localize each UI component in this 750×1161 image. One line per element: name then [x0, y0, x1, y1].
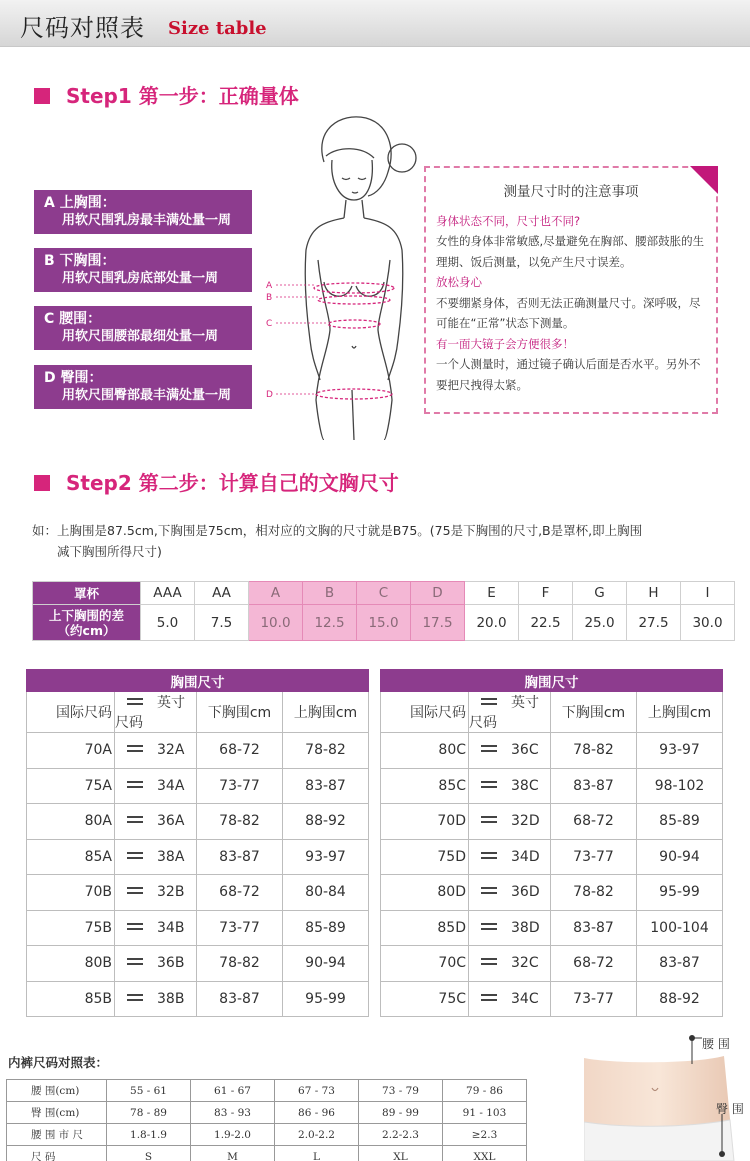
- cell-underbust: 83-87: [197, 839, 283, 875]
- step1-title-text: Step1 第一步：正确量体: [66, 84, 299, 108]
- panties-cell: 91 - 103: [443, 1102, 527, 1124]
- cell-inch-size-text: 38C: [511, 777, 539, 794]
- cell-underbust: 68-72: [197, 733, 283, 769]
- panties-cell: 2.2-2.3: [359, 1124, 443, 1146]
- panties-cell: 83 - 93: [191, 1102, 275, 1124]
- header-cell-underbust: 下胸围cm: [197, 692, 283, 733]
- table-row: [381, 981, 723, 1017]
- cell-inch-size: [469, 946, 551, 982]
- cell-intl-size: 80B: [27, 946, 115, 982]
- cup-cell: H: [627, 582, 681, 605]
- cell-underbust: 68-72: [197, 875, 283, 911]
- header-cell-underbust: 下胸围cm: [551, 692, 637, 733]
- cell-underbust: 83-87: [551, 768, 637, 804]
- cell-intl-size: 75D: [381, 839, 469, 875]
- cell-underbust: 73-77: [197, 910, 283, 946]
- cell-inch-size: [115, 768, 197, 804]
- table-row: [27, 910, 369, 946]
- table-row: [381, 910, 723, 946]
- cell-underbust: 73-77: [551, 981, 637, 1017]
- panties-cell: 73 - 79: [359, 1080, 443, 1102]
- table-row: [27, 875, 369, 911]
- cell-inch-size-text: 36D: [511, 884, 540, 901]
- cell-inch-size: [469, 875, 551, 911]
- equals-icon: [481, 852, 497, 859]
- panties-cell: 79 - 86: [443, 1080, 527, 1102]
- cell-underbust: 83-87: [551, 910, 637, 946]
- table-row: [381, 768, 723, 804]
- cell-inch-size-text: 36A: [157, 813, 185, 830]
- cell-inch-size-text: 36C: [511, 742, 539, 759]
- header-title-cn: 尺码对照表: [20, 14, 145, 42]
- header-cell-intl: 国际尺码: [27, 692, 115, 733]
- equals-icon: [481, 698, 497, 705]
- cell-underbust: 78-82: [197, 946, 283, 982]
- measure-label-a: [34, 190, 252, 234]
- panties-cell: XL: [359, 1146, 443, 1161]
- cell-underbust: 78-82: [551, 875, 637, 911]
- panties-size-table: [6, 1079, 527, 1161]
- measurement-notes-box: [424, 166, 718, 414]
- cell-intl-size: 70D: [381, 804, 469, 840]
- table-header-row: [381, 692, 723, 733]
- cell-intl-size: 70B: [27, 875, 115, 911]
- cell-overbust: 85-89: [283, 910, 369, 946]
- equals-icon: [127, 852, 143, 859]
- cup-cell: AAA: [141, 582, 195, 605]
- panties-cell: XXL: [443, 1146, 527, 1161]
- diff-cell: 27.5: [627, 605, 681, 641]
- diff-cell: 17.5: [411, 605, 465, 641]
- cup-cell: B: [303, 582, 357, 605]
- table-row: [381, 733, 723, 769]
- cell-inch-size-text: 38A: [157, 848, 185, 865]
- cell-inch-size-text: 32B: [157, 884, 185, 901]
- panties-row: [7, 1146, 527, 1161]
- measure-label-head: A 上胸围：: [44, 195, 116, 211]
- equals-icon: [481, 745, 497, 752]
- table-row: [381, 804, 723, 840]
- panties-cell: 2.0-2.2: [275, 1124, 359, 1146]
- header-cell-inch: [469, 692, 551, 733]
- table-row: [381, 839, 723, 875]
- equals-icon: [127, 958, 143, 965]
- cell-overbust: 100-104: [637, 910, 723, 946]
- cell-intl-size: 75A: [27, 768, 115, 804]
- panties-row-head: 腰 围(cm): [7, 1080, 107, 1102]
- equals-icon: [481, 958, 497, 965]
- panties-cell: 61 - 67: [191, 1080, 275, 1102]
- panties-cell: S: [107, 1146, 191, 1161]
- cell-overbust: 88-92: [637, 981, 723, 1017]
- cell-overbust: 83-87: [283, 768, 369, 804]
- cell-inch-size: [469, 839, 551, 875]
- measure-label-desc: 用软尺围乳房最丰满处量一周: [62, 213, 232, 228]
- cell-underbust: 68-72: [551, 804, 637, 840]
- table-row: [27, 804, 369, 840]
- cell-overbust: 95-99: [637, 875, 723, 911]
- equals-icon: [481, 816, 497, 823]
- cell-underbust: 83-87: [197, 981, 283, 1017]
- panties-cell: 1.9-2.0: [191, 1124, 275, 1146]
- diff-cell: 30.0: [681, 605, 735, 641]
- cell-intl-size: 85C: [381, 768, 469, 804]
- cell-intl-size: 80C: [381, 733, 469, 769]
- panties-row: [7, 1102, 527, 1124]
- measure-label-desc: 用软尺围腰部最细处量一周: [62, 329, 219, 344]
- panties-row: [7, 1124, 527, 1146]
- measure-label-head: B 下胸围：: [44, 253, 116, 269]
- cell-overbust: 93-97: [283, 839, 369, 875]
- cell-inch-size-text: 34B: [157, 919, 185, 936]
- notes-heading-3: 有一面大镜子会方便很多！: [436, 336, 574, 351]
- cup-cell: E: [465, 582, 519, 605]
- header-cell-overbust: 上胸围cm: [637, 692, 723, 733]
- table-caption: 胸围尺寸: [27, 670, 369, 692]
- figure-mark-b: B: [266, 293, 273, 303]
- table-caption: 胸围尺寸: [381, 670, 723, 692]
- cell-inch-size: [115, 910, 197, 946]
- measure-label-c: [34, 306, 252, 350]
- cell-inch-size: [115, 946, 197, 982]
- notes-body-1: 女性的身体非常敏感,尽量避免在胸部、腰部鼓胀的生理期、饭后测量，以免产生尺寸误差。: [436, 234, 705, 269]
- notes-heading-2: 放松身心: [436, 275, 482, 289]
- cell-intl-size: 80D: [381, 875, 469, 911]
- panties-cell: 1.8-1.9: [107, 1124, 191, 1146]
- bullet-square-icon: [34, 475, 50, 491]
- panties-cell: L: [275, 1146, 359, 1161]
- equals-icon: [481, 994, 497, 1001]
- equals-icon: [127, 816, 143, 823]
- header-cell-inch-text: 英寸尺码: [469, 695, 539, 731]
- table-caption-row: [27, 670, 369, 692]
- cup-cell: D: [411, 582, 465, 605]
- cup-cell: A: [249, 582, 303, 605]
- cell-inch-size-text: 32A: [157, 742, 185, 759]
- equals-icon: [481, 781, 497, 788]
- measure-label-head: D 臀围：: [44, 370, 103, 386]
- cell-inch-size: [469, 804, 551, 840]
- notes-body-2: 不要绷紧身体，否则无法正确测量尺寸。深呼吸，尽可能在“正常”状态下测量。: [436, 295, 701, 330]
- figure-mark-d: D: [266, 390, 273, 400]
- cell-inch-size-text: 32D: [511, 813, 540, 830]
- diff-row-head: [33, 605, 141, 641]
- cell-overbust: 80-84: [283, 875, 369, 911]
- table-caption-row: [381, 670, 723, 692]
- equals-icon: [127, 698, 143, 705]
- measure-label-head: C 腰围：: [44, 311, 102, 327]
- bra-size-table-right: [380, 669, 723, 1017]
- equals-icon: [127, 781, 143, 788]
- equals-icon: [127, 923, 143, 930]
- notes-body-3: 一个人测量时，通过镜子确认后面是否水平。另外不要把尺拽得太紧。: [436, 357, 701, 392]
- cell-underbust: 73-77: [197, 768, 283, 804]
- cup-row-head: 罩杯: [33, 582, 141, 605]
- header-cell-inch: [115, 692, 197, 733]
- header-title-en: Size table: [168, 18, 267, 39]
- panties-row-head: 腰 围 市 尺: [7, 1124, 107, 1146]
- panties-hip-label: 臀 围: [716, 1102, 744, 1116]
- step1-title: [34, 80, 299, 109]
- example-line-1: 如：上胸围是87.5cm,下胸围是75cm，相对应的文胸的尺寸就是B75。(75是下胸围的尺寸,B是罩杯,即上胸围: [32, 523, 643, 538]
- cell-inch-size: [115, 733, 197, 769]
- header-cell-inch-text: 英寸尺码: [115, 695, 185, 731]
- diff-cell: 5.0: [141, 605, 195, 641]
- cell-intl-size: 85B: [27, 981, 115, 1017]
- figure-mark-c: C: [266, 319, 273, 329]
- panties-row-head: 尺 码: [7, 1146, 107, 1161]
- cell-underbust: 68-72: [551, 946, 637, 982]
- cell-overbust: 83-87: [637, 946, 723, 982]
- equals-icon: [127, 887, 143, 894]
- cell-overbust: 78-82: [283, 733, 369, 769]
- body-measurement-figure: [262, 110, 422, 440]
- panties-cell: 55 - 61: [107, 1080, 191, 1102]
- table-row: [27, 733, 369, 769]
- cell-overbust: 85-89: [637, 804, 723, 840]
- cell-inch-size: [469, 981, 551, 1017]
- panties-cell: M: [191, 1146, 275, 1161]
- cell-inch-size: [115, 839, 197, 875]
- measure-label-d: [34, 365, 252, 409]
- cell-intl-size: 85A: [27, 839, 115, 875]
- cup-difference-table: [32, 581, 735, 641]
- cell-intl-size: 70A: [27, 733, 115, 769]
- bullet-square-icon: [34, 88, 50, 104]
- diff-head-line-1: 上下胸围的差: [48, 607, 124, 623]
- header-cell-intl: 国际尺码: [381, 692, 469, 733]
- panties-cell: 67 - 73: [275, 1080, 359, 1102]
- diff-cell: 15.0: [357, 605, 411, 641]
- cell-inch-size-text: 36B: [157, 955, 185, 972]
- step2-title-text: Step2 第二步：计算自己的文胸尺寸: [66, 471, 399, 495]
- equals-icon: [127, 745, 143, 752]
- cell-overbust: 93-97: [637, 733, 723, 769]
- corner-triangle-icon: [690, 166, 718, 194]
- page-header: [0, 0, 750, 47]
- panties-cell: 86 - 96: [275, 1102, 359, 1124]
- cell-inch-size: [115, 804, 197, 840]
- equals-icon: [481, 923, 497, 930]
- diff-cell: 10.0: [249, 605, 303, 641]
- example-line-2: 减下胸围所得尺寸): [57, 544, 162, 559]
- cell-inch-size: [469, 733, 551, 769]
- table-row: [27, 768, 369, 804]
- notes-title: 测量尺寸时的注意事项: [503, 184, 639, 200]
- panties-table-title: 内裤尺码对照表：: [8, 1055, 109, 1070]
- cell-overbust: 90-94: [637, 839, 723, 875]
- cell-overbust: 90-94: [283, 946, 369, 982]
- equals-icon: [481, 887, 497, 894]
- measure-label-desc: 用软尺围乳房底部处量一周: [62, 271, 219, 286]
- cell-inch-size-text: 32C: [511, 955, 539, 972]
- panties-cell: 89 - 99: [359, 1102, 443, 1124]
- cell-intl-size: 85D: [381, 910, 469, 946]
- table-row: [381, 946, 723, 982]
- equals-icon: [127, 994, 143, 1001]
- step2-title: [34, 467, 399, 496]
- cell-inch-size-text: 38B: [157, 990, 185, 1007]
- cell-inch-size-text: 34A: [157, 777, 185, 794]
- table-row: [381, 875, 723, 911]
- measure-label-b: [34, 248, 252, 292]
- figure-mark-a: A: [266, 281, 273, 291]
- cell-inch-size: [115, 981, 197, 1017]
- cell-overbust: 98-102: [637, 768, 723, 804]
- cell-underbust: 78-82: [197, 804, 283, 840]
- measure-label-desc: 用软尺围臀部最丰满处量一周: [62, 388, 232, 403]
- diff-cell: 25.0: [573, 605, 627, 641]
- cell-intl-size: 75B: [27, 910, 115, 946]
- bra-size-table-left: [26, 669, 369, 1017]
- diff-cell: 7.5: [195, 605, 249, 641]
- table-row: [27, 946, 369, 982]
- cell-inch-size-text: 34C: [511, 990, 539, 1007]
- cell-underbust: 78-82: [551, 733, 637, 769]
- cup-cell: I: [681, 582, 735, 605]
- table-header-row: [27, 692, 369, 733]
- cup-cell: G: [573, 582, 627, 605]
- cup-cell: F: [519, 582, 573, 605]
- panties-waist-label: 腰 围: [702, 1037, 730, 1051]
- cell-inch-size-text: 34D: [511, 848, 540, 865]
- example-text: [32, 520, 732, 562]
- panties-row: [7, 1080, 527, 1102]
- cell-inch-size: [469, 768, 551, 804]
- panties-row-head: 臀 围(cm): [7, 1102, 107, 1124]
- table-row: [27, 981, 369, 1017]
- cell-inch-size: [115, 875, 197, 911]
- cell-intl-size: 70C: [381, 946, 469, 982]
- diff-cell: 22.5: [519, 605, 573, 641]
- panties-cell: ≥2.3: [443, 1124, 527, 1146]
- cup-cell: AA: [195, 582, 249, 605]
- cell-intl-size: 75C: [381, 981, 469, 1017]
- cell-intl-size: 80A: [27, 804, 115, 840]
- diff-head-line-2: （约cm）: [57, 622, 116, 638]
- cup-cell: C: [357, 582, 411, 605]
- cell-overbust: 88-92: [283, 804, 369, 840]
- diff-cell: 12.5: [303, 605, 357, 641]
- cell-inch-size: [469, 910, 551, 946]
- cell-underbust: 73-77: [551, 839, 637, 875]
- cell-overbust: 95-99: [283, 981, 369, 1017]
- header-cell-overbust: 上胸围cm: [283, 692, 369, 733]
- panties-cell: 78 - 89: [107, 1102, 191, 1124]
- diff-cell: 20.0: [465, 605, 519, 641]
- notes-heading-1: 身体状态不同，尺寸也不同?: [436, 213, 581, 228]
- cell-inch-size-text: 38D: [511, 919, 540, 936]
- table-row: [27, 839, 369, 875]
